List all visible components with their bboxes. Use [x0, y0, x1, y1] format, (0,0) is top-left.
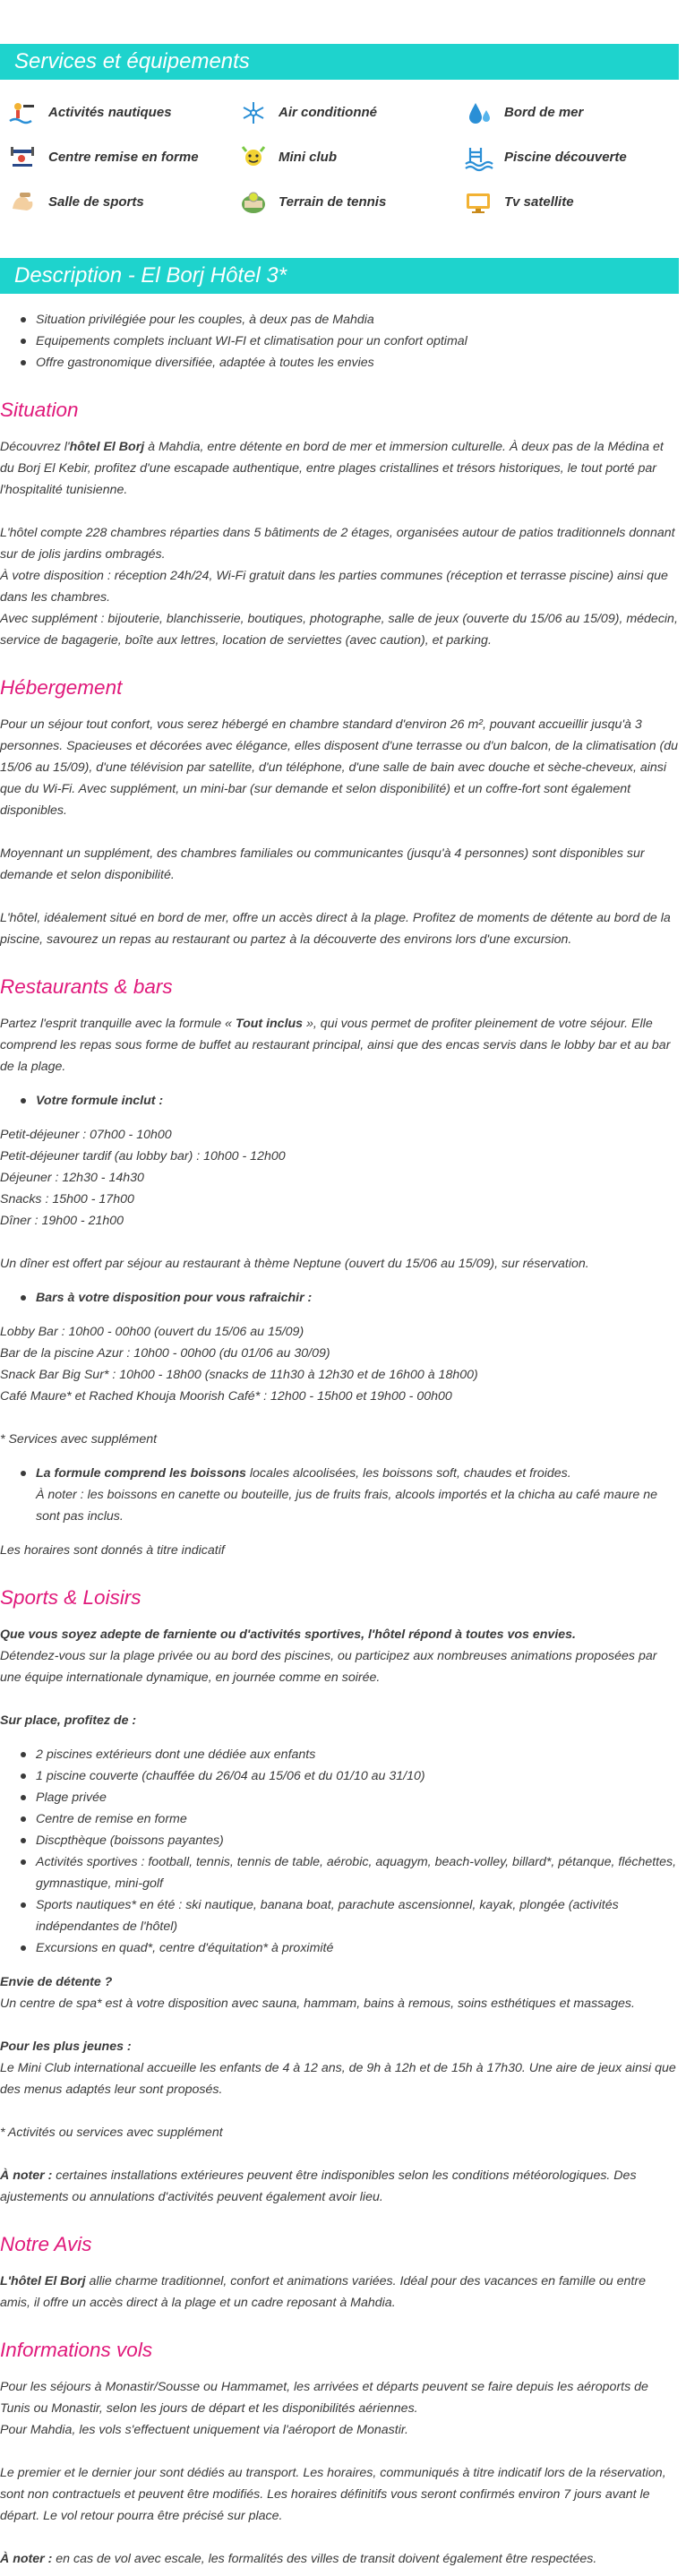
paragraph: Pour les séjours à Monastir/Sousse ou Hammamet, les arrivées et départs peuvent se faire depuis les aéroports de Tunis ou Monastir, selon les jours de départ et les disponibilités aériennes. [0, 2380, 648, 2416]
section-title-situation: Situation [0, 399, 79, 421]
paragraph: Pour Mahdia, les vols s'effectuent uniquement via l'aéroport de Monastir. [0, 2423, 408, 2437]
text: Découvrez l' [0, 440, 70, 454]
paragraph [0, 2271, 679, 2314]
text: Votre formule inclut : [36, 1094, 164, 1108]
bar-hours: Bar de la piscine Azur : 10h00 - 00h00 (du 01/06 au 30/09) [0, 1346, 330, 1361]
text: À noter : les boissons en canette ou bouteille, jus de fruits frais, alcools importés et la chicha au café maure ne sont pas inclus. [36, 1488, 657, 1524]
drinks-list [0, 1463, 679, 1527]
paragraph: Un centre de spa* est à votre disposition avec sauna, hammam, bains à remous, soins esthétiques et massages. [0, 1996, 635, 2011]
service-item [463, 99, 686, 126]
section-title-avis: Notre Avis [0, 2233, 92, 2255]
text: Envie de détente ? [0, 1975, 113, 1989]
service-item [7, 144, 237, 171]
fitness-icon [7, 144, 39, 171]
service-label: Mini club [279, 150, 337, 165]
situation-intro [0, 436, 679, 501]
text: allie charme traditionnel, confort et animations variées. Idéal pour des vacances en famille ou entre amis, il offre un accès direct à la plage et un cadre reposant à Mahdia. [0, 2274, 646, 2310]
services-banner: Services et équipements [0, 44, 679, 80]
paragraph [0, 1971, 679, 1993]
section-title-vols: Informations vols [0, 2339, 153, 2361]
service-label: Terrain de tennis [279, 194, 387, 210]
service-item [237, 144, 463, 171]
list-item: Discpthèque (boissons payantes) [36, 1830, 679, 1851]
service-label: Bord de mer [504, 105, 584, 120]
hotel-name: L'hôtel El Borj [0, 2274, 86, 2288]
meal-time: Snacks : 15h00 - 17h00 [0, 1192, 134, 1206]
paragraph: Un dîner est offert par séjour au restaurant à thème Neptune (ouvert du 15/06 au 15/09), sur réservation. [0, 1257, 589, 1271]
service-item [463, 144, 686, 171]
paragraph: * Services avec supplément [0, 1432, 158, 1447]
list-item: Activités sportives : football, tennis, tennis de table, aérobic, aquagym, beach-volley, billard*, pétanque, fléchettes, gymnastique, mini-golf [36, 1851, 679, 1894]
paragraph: Avec supplément : bijouterie, blanchisserie, boutiques, photographe, salle de jeux (ouverte du 15/06 au 15/09), médecin, service de bagagerie, boîte aux lettres, location de serviettes (avec caution), et parking. [0, 612, 678, 648]
section-title-hebergement: Hébergement [0, 676, 123, 699]
restaurants-intro [0, 1013, 679, 1078]
activities-list [0, 1744, 679, 1959]
service-item [237, 99, 463, 126]
paragraph [0, 2036, 679, 2057]
text: Sur place, profitez de : [0, 1713, 137, 1728]
snowflake-icon [237, 99, 270, 126]
paragraph: L'hôtel, idéalement situé en bord de mer, offre un accès direct à la plage. Profitez de moments de détente au bord de la piscine, savourez un repas au restaurant ou partez à la découverte des environs lors d'une excursion. [0, 911, 671, 947]
list-item: Sports nautiques* en été : ski nautique, banana boat, parachute ascensionnel, kayak, plongée (activités indépendantes de l'hôtel) [36, 1894, 679, 1937]
tennis-icon [237, 189, 270, 216]
text: », qui vous permet de profiter pleinement de votre séjour. Elle comprend les repas sous forme de buffet au restaurant principal, ainsi que des encas servis dans le lobby bar et au bar de la plage. [0, 1017, 671, 1074]
bar-hours: Café Maure* et Rached Khouja Moorish Café* : 12h00 - 15h00 et 19h00 - 00h00 [0, 1389, 452, 1404]
meal-time: Petit-déjeuner tardif (au lobby bar) : 10h00 - 12h00 [0, 1149, 286, 1163]
section-title-restaurants: Restaurants & bars [0, 975, 173, 998]
meal-time: Petit-déjeuner : 07h00 - 10h00 [0, 1128, 172, 1142]
service-label: Centre remise en forme [48, 150, 199, 165]
text: À noter : [0, 2168, 53, 2183]
bars-list [0, 1287, 679, 1309]
description-bullets [0, 309, 679, 374]
paragraph: Détendez-vous sur la plage privée ou au bord des piscines, ou participez aux nombreuses animations proposées par une équipe internationale dynamique, en journée comme en soirée. [0, 1649, 657, 1685]
service-item [237, 189, 463, 216]
list-item: Excursions en quad*, centre d'équitation* à proximité [36, 1937, 679, 1959]
paragraph: Pour un séjour tout confort, vous serez hébergé en chambre standard d'environ 26 m², pouvant accueillir jusqu'à 3 personnes. Spacieuses et décorées avec élégance, elles disposent d'une terrasse ou d'un balcon, de la climatisation (du 15/06 au 15/09), d'une télévision par satellite, d'un téléphone, d'une salle de bain avec douche et sèche-cheveux, ainsi que du Wi-Fi. Avec supplément, un mini-bar (sur demande et selon disponibilité) et un coffre-fort sont également disponibles. [0, 717, 679, 818]
service-label: Air conditionné [279, 105, 377, 120]
paragraph: Le premier et le dernier jour sont dédiés au transport. Les horaires, communiqués à titre indicatif lors de la réservation, sont non contractuels et peuvent être modifiés. Les horaires définitifs vous seront confirmés environ 7 jours avant le départ. Le vol retour pourra être précisé sur place. [0, 2466, 666, 2523]
hotel-name: hôtel El Borj [69, 440, 145, 454]
text: Bars à votre disposition pour vous rafraichir : [36, 1291, 313, 1305]
paragraph: Les horaires sont donnés à titre indicatif [0, 1543, 225, 1558]
list-item: Equipements complets incluant WI-FI et climatisation pour un confort optimal [36, 331, 679, 352]
list-item: 2 piscines extérieurs dont une dédiée aux enfants [36, 1744, 679, 1765]
service-label: Activités nautiques [48, 105, 172, 120]
list-item [36, 1287, 679, 1309]
text: en cas de vol avec escale, les formalités des villes de transit doivent également être respectées. [52, 2552, 597, 2566]
page [0, 44, 679, 2576]
text: À noter : [0, 2552, 53, 2566]
tv-icon [463, 189, 495, 216]
service-item [7, 99, 237, 126]
services-grid [0, 80, 679, 216]
paragraph: À votre disposition : réception 24h/24, Wi-Fi gratuit dans les parties communes (réception et terrasse piscine) ainsi que dans les chambres. [0, 569, 668, 605]
text: Que vous soyez adepte de farniente ou d'activités sportives, l'hôtel répond à toutes vos envies. [0, 1627, 576, 1642]
formula-name: Tout inclus [235, 1017, 304, 1031]
pool-icon [463, 144, 495, 171]
paragraph [0, 1710, 679, 1731]
text: certaines installations extérieures peuvent être indisponibles selon les conditions météorologiques. Des ajustements ou annulations d'activités peuvent également avoir lieu. [0, 2168, 637, 2204]
gym-icon [7, 189, 39, 216]
service-item [463, 189, 686, 216]
list-item: Centre de remise en forme [36, 1808, 679, 1830]
kids-club-icon [237, 144, 270, 171]
water-drops-icon [463, 99, 495, 126]
water-sports-icon [7, 99, 39, 126]
paragraph [0, 1624, 679, 1645]
service-label: Tv satellite [504, 194, 574, 210]
service-label: Salle de sports [48, 194, 144, 210]
service-label: Piscine découverte [504, 150, 627, 165]
list-item: Offre gastronomique diversifiée, adaptée à toutes les envies [36, 352, 679, 374]
paragraph: Le Mini Club international accueille les enfants de 4 à 12 ans, de 9h à 12h et de 15h à 17h30. Une aire de jeux ainsi que des menus adaptés leur sont proposés. [0, 2061, 676, 2097]
section-title-sports: Sports & Loisirs [0, 1586, 141, 1609]
description-banner: Description - El Borj Hôtel 3* [0, 258, 679, 294]
meal-time: Dîner : 19h00 - 21h00 [0, 1214, 124, 1228]
meal-time: Déjeuner : 12h30 - 14h30 [0, 1171, 144, 1185]
paragraph: L'hôtel compte 228 chambres réparties dans 5 bâtiments de 2 étages, organisées autour de patios traditionnels donnant sur de jolis jardins ombragés. [0, 526, 675, 562]
list-item [36, 1090, 679, 1112]
list-item: 1 piscine couverte (chauffée du 26/04 au 15/06 et du 01/10 au 31/10) [36, 1765, 679, 1787]
paragraph [0, 2165, 679, 2208]
bar-hours: Lobby Bar : 10h00 - 00h00 (ouvert du 15/06 au 15/09) [0, 1325, 304, 1339]
text: Pour les plus jeunes : [0, 2039, 132, 2054]
text: à Mahdia, entre détente en bord de mer et immersion culturelle. À deux pas de la Médina et du Borj El Kebir, profitez d'une escapade authentique, entre plages cristallines et trésors historiques, le tout porté par l'hospitalité tunisienne. [0, 440, 664, 497]
bar-hours: Snack Bar Big Sur* : 10h00 - 18h00 (snacks de 11h30 à 12h30 et de 16h00 à 18h00) [0, 1368, 478, 1382]
formula-list [0, 1090, 679, 1112]
paragraph [0, 2548, 679, 2570]
text: locales alcoolisées, les boissons soft, chaudes et froides. [245, 1466, 571, 1481]
paragraph: * Activités ou services avec supplément [0, 2125, 223, 2140]
list-item: Situation privilégiée pour les couples, à deux pas de Mahdia [36, 309, 679, 331]
content [0, 397, 679, 2570]
text: La formule comprend les boissons [36, 1466, 246, 1481]
paragraph: Moyennant un supplément, des chambres familiales ou communicantes (jusqu'à 4 personnes) sont disponibles sur demande et selon disponibilité. [0, 846, 645, 882]
service-item [7, 189, 237, 216]
text: Partez l'esprit tranquille avec la formule « [0, 1017, 236, 1031]
list-item: Plage privée [36, 1787, 679, 1808]
list-item [36, 1463, 679, 1527]
